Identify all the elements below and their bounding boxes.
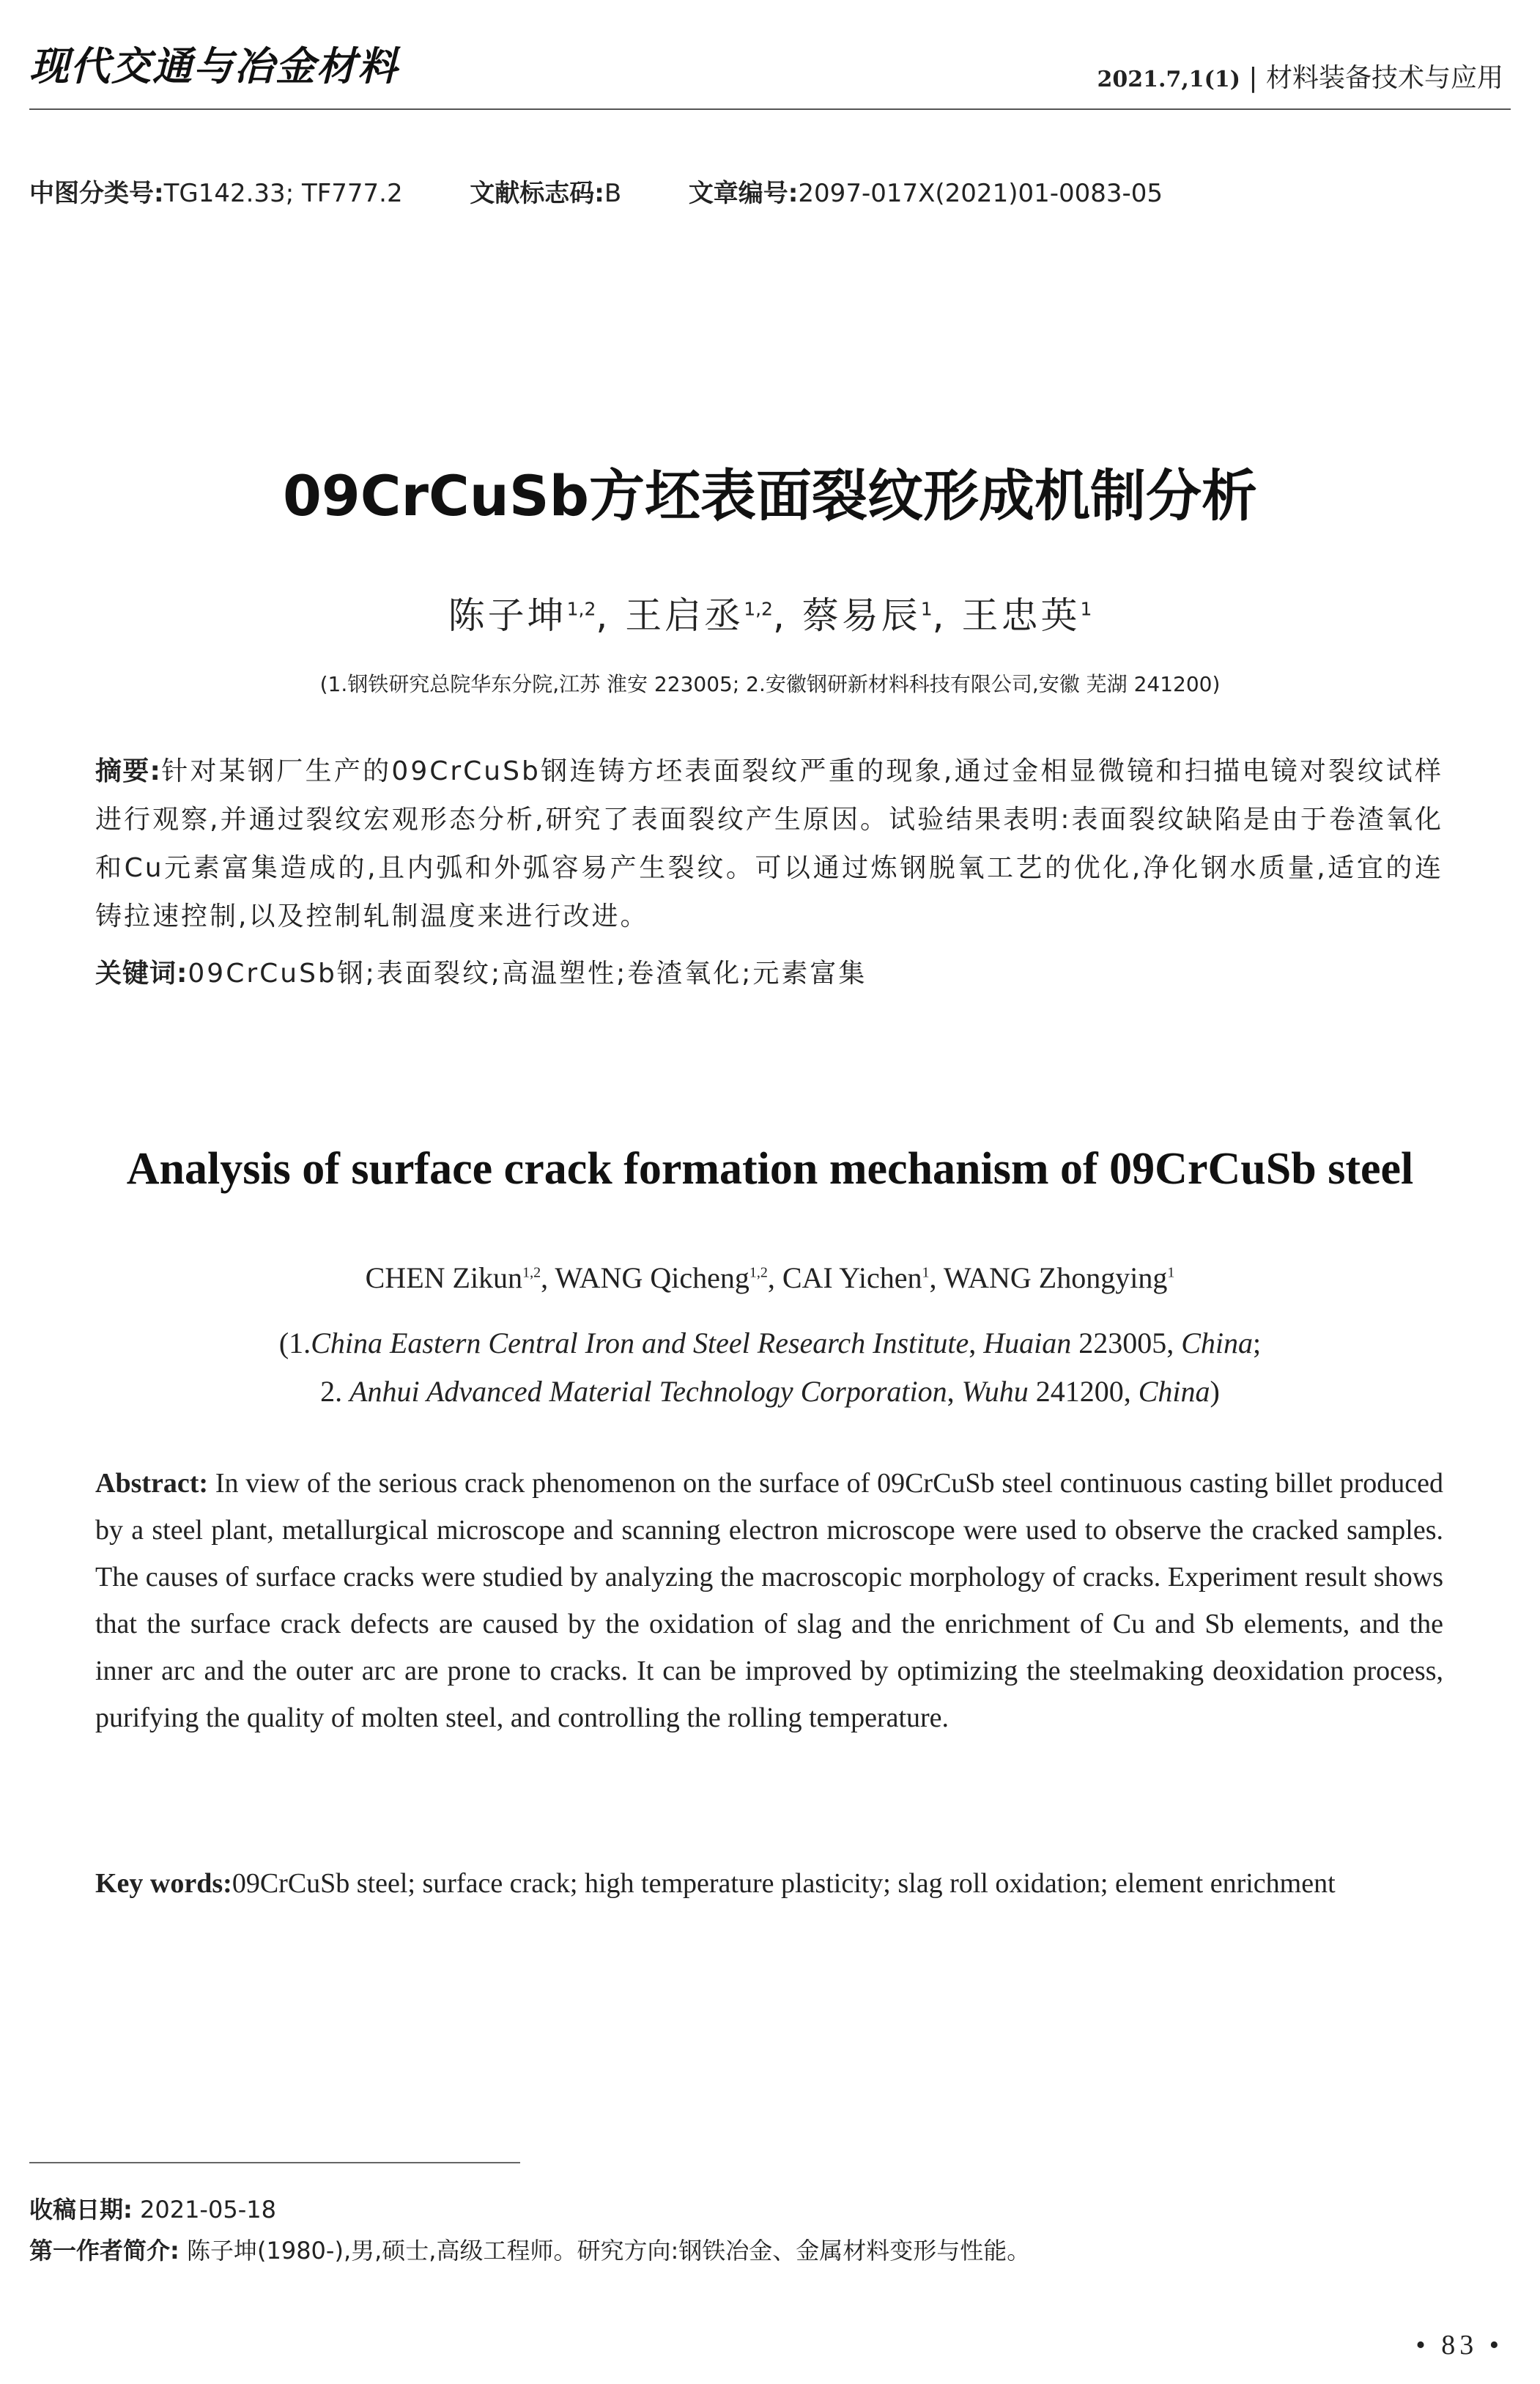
header-separator: | — [1248, 63, 1258, 93]
author-bio-value: 陈子坤(1980-),男,硕士,高级工程师。研究方向:钢铁冶金、金属材料变形与性能。 — [186, 2237, 1031, 2265]
affiliation-en-line-1: (1.China Eastern Central Iron and Steel Research Institute, Huaian 223005, China; — [278, 1326, 1262, 1359]
abstract-en-label: Abstract: — [95, 1468, 209, 1499]
abstract-en — [95, 1460, 1443, 1741]
doc-code-value: B — [604, 179, 622, 208]
header-issue-info — [1097, 57, 1503, 95]
issue-number: 2021.7,1(1) — [1097, 67, 1240, 92]
keywords-en — [95, 1860, 1443, 1907]
clc-value: TG142.33; TF777.2 — [163, 179, 403, 208]
clc-label: 中图分类号: — [29, 179, 164, 208]
authors-cn — [0, 586, 1540, 639]
affiliation-en-line-2: 2. Anhui Advanced Material Technology Corporation, Wuhu 241200, China) — [320, 1375, 1220, 1408]
paper-title-en: Analysis of surface crack formation mechanism of 09CrCuSb steel — [126, 1144, 1414, 1194]
author-en-1: CHEN Zikun$^{1,2}$, — [365, 1261, 555, 1294]
author-bio-label: 第一作者简介: — [29, 2237, 179, 2265]
first-author-bio — [29, 2232, 1030, 2266]
received-value: 2021-05-18 — [139, 2196, 276, 2224]
doc-code-label: 文献标志码: — [470, 179, 604, 208]
footnote-rule — [29, 2162, 520, 2163]
received-label: 收稿日期: — [29, 2196, 133, 2224]
classification-line — [29, 173, 1163, 209]
article-no-label: 文章编号: — [688, 179, 799, 208]
paper-title-cn: 09CrCuSb方坯表面裂纹形成机制分析 — [282, 463, 1258, 528]
keywords-cn-text: 09CrCuSb钢;表面裂纹;高温塑性;卷渣氧化;元素富集 — [188, 959, 867, 989]
author-cn-3: 蔡易辰$^1$, — [802, 594, 947, 637]
affiliation-cn: (1.钢铁研究总院华东分院,江苏 淮安 223005; 2.安徽钢研新材料科技有限公司,安徽 芜湖 241200) — [319, 672, 1221, 696]
author-cn-1: 陈子坤$^{1,2}$, — [448, 594, 611, 637]
abstract-en-text: In view of the serious crack phenomenon on the surface of 09CrCuSb steel continuous casting billet produced by a steel plant, metallurgical microscope and scanning electron microscope were used to observe the cracked samples. The causes of surface cracks were studied by analyzing the macroscopic morphology of cracks. Experiment result shows that the surface crack defects are caused by the oxidation of slag and the enrichment of Cu and Sb elements, and the inner arc and the outer arc are prone to cracks. It can be improved by optimizing the steelmaking deoxidation process, purifying the quality of molten steel, and controlling the rolling temperature. — [95, 1468, 1444, 1733]
abstract-cn-label: 摘要: — [95, 756, 161, 786]
page-number: • 83 • — [1415, 2330, 1503, 2361]
abstract-cn-text: 针对某钢厂生产的09CrCuSb钢连铸方坯表面裂纹严重的现象,通过金相显微镜和扫描电镜对裂纹试样进行观察,并通过裂纹宏观形态分析,研究了表面裂纹产生原因。试验结果表明:表面裂纹缺陷是由于卷渣氧化和Cu元素富集造成的,且内弧和外弧容易产生裂纹。可以通过炼钢脱氧工艺的优化,净化钢水质量,适宜的连铸拉速控制,以及控制轧制温度来进行改进。 — [95, 756, 1443, 931]
abstract-cn — [95, 748, 1443, 941]
author-cn-2: 王启丞$^{1,2}$, — [625, 594, 788, 637]
author-en-4: WANG Zhongying$^1$ — [943, 1261, 1175, 1294]
keywords-en-label: Key words: — [95, 1868, 232, 1899]
received-date — [29, 2191, 276, 2225]
author-en-2: WANG Qicheng$^{1,2}$, — [555, 1261, 782, 1294]
keywords-cn — [95, 950, 1443, 998]
header-rule — [29, 108, 1511, 110]
column-name: 材料装备技术与应用 — [1265, 63, 1503, 93]
journal-logo: 现代交通与冶金材料 — [29, 43, 399, 89]
article-no-value: 2097-017X(2021)01-0083-05 — [798, 179, 1163, 208]
author-cn-4: 王忠英$^1$ — [961, 594, 1092, 637]
authors-en — [0, 1261, 1540, 1295]
author-en-3: CAI Yichen$^1$, — [782, 1261, 944, 1294]
keywords-cn-label: 关键词: — [95, 959, 188, 989]
affiliation-en — [0, 1319, 1540, 1416]
keywords-en-text: 09CrCuSb steel; surface crack; high temperature plasticity; slag roll oxidation; element enrichment — [232, 1868, 1336, 1899]
